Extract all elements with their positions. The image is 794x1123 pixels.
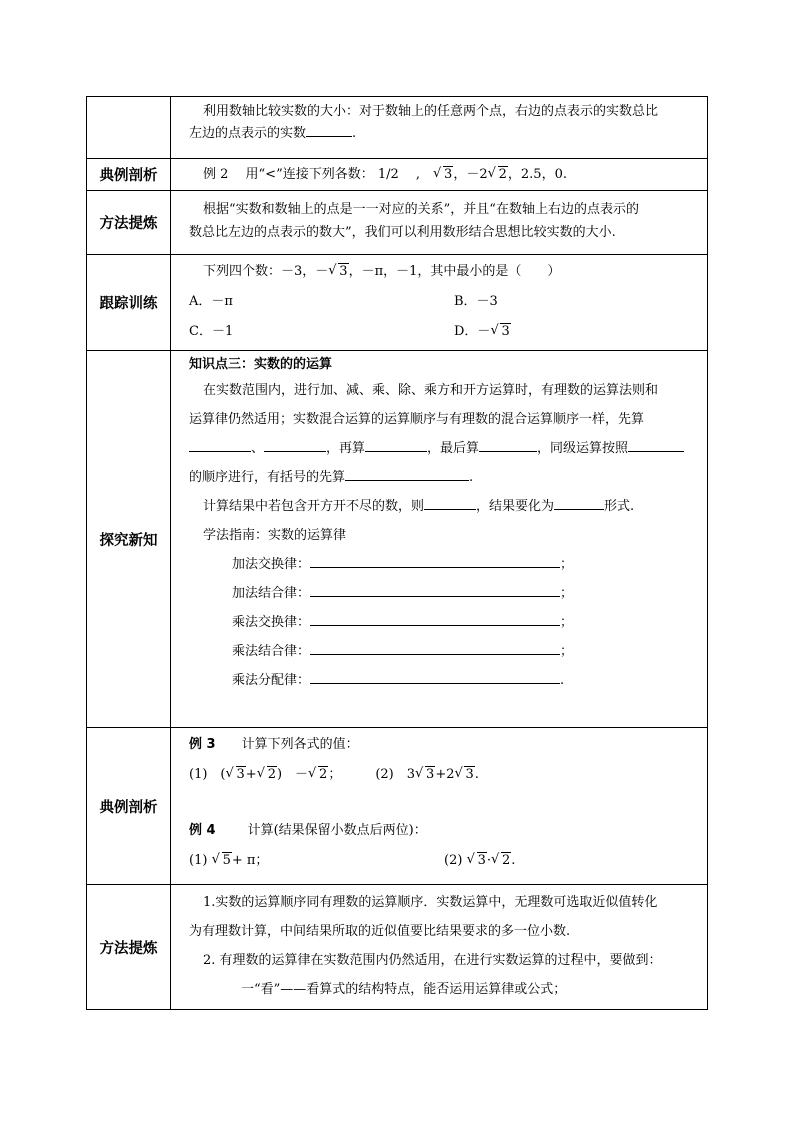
knowledge-p1-line3: 、 ，再算 ，最后算 ，同级运算按照	[189, 434, 699, 463]
option-b[interactable]: B．－3	[454, 294, 498, 309]
lesson-table	[86, 96, 708, 1010]
knowledge-heading: 知识点三：实数的的运算	[189, 357, 333, 372]
sqrt-3: √ 3	[492, 322, 510, 342]
sqrt-2: √ 2	[310, 765, 328, 785]
row7-label: 方法提炼	[87, 885, 171, 1010]
options-row-2	[189, 322, 699, 342]
blank[interactable]	[365, 437, 427, 452]
option-c[interactable]: C．－1	[189, 324, 234, 339]
sqrt-3: √ 3	[417, 765, 435, 785]
blank[interactable]	[264, 437, 326, 452]
blank[interactable]	[310, 553, 560, 568]
option-d[interactable]: D．－√ 3	[434, 322, 699, 342]
row6-label: 典例剖析	[87, 728, 171, 885]
knowledge-p1-line4: 的顺序进行，有括号的先算 .	[189, 463, 699, 492]
method2-line1: 1.实数的运算顺序同有理数的运算顺序．实数运算中，无理数可选取近似值转化	[203, 895, 658, 910]
blank[interactable]	[189, 437, 251, 452]
law-commutative-add: 加法交换律： ；	[189, 550, 699, 579]
row1-label	[87, 97, 171, 159]
exercise-question: 下列四个数：－3，－√ 3，－π，－1，其中最小的是（ ）	[189, 258, 699, 282]
law-commutative-mul: 乘法交换律： ；	[189, 608, 699, 637]
method-line2: 数总比左边的点表示的数大”，我们可以利用数形结合思想比较实数的大小.	[189, 225, 616, 240]
row2-label: 典例剖析	[87, 159, 171, 191]
row1-line1: 利用数轴比较实数的大小：对于数轴上的任意两个点，右边的点表示的实数总比	[203, 104, 659, 119]
row5-content	[171, 351, 708, 728]
blank[interactable]	[424, 495, 476, 510]
method2-line3: 2. 有理数的运算律在实数范围内仍然适用，在进行实数运算的过程中，要做到：	[203, 953, 662, 968]
example-3-title: 例 3 计算下列各式的值：	[189, 737, 359, 752]
row1-content	[171, 97, 708, 159]
row4-content	[171, 255, 708, 351]
blank[interactable]	[310, 669, 560, 684]
study-guide: 学法指南：实数的运算律	[203, 528, 347, 543]
blank[interactable]	[306, 122, 352, 137]
example-4-q1: (1) √ 5+ π；	[189, 851, 444, 871]
example-4-questions	[189, 851, 699, 871]
blank[interactable]	[310, 611, 560, 626]
row2-content	[171, 159, 708, 191]
sqrt-3: √ 3	[435, 165, 453, 185]
knowledge-p1-line1: 在实数范围内，进行加、减、乘、除、乘方和开方运算时，有理数的运算法则和	[203, 383, 659, 398]
sqrt-5: √ 5	[214, 851, 232, 871]
example-2: 例 2 用“<”连接下列各数： 1/2 , √ 3，－2√ 2，2.5，0.	[189, 162, 699, 185]
law-distributive: 乘法分配律： .	[189, 666, 699, 695]
sqrt-2: √ 2	[493, 851, 511, 871]
sqrt-3: √ 3	[469, 851, 487, 871]
option-a[interactable]: A．－π	[189, 294, 233, 309]
knowledge-p1-line2: 运算律仍然适用；实数混合运算的运算顺序与有理数的混合运算顺序一样，先算	[189, 412, 645, 427]
method2-line2: 为有理数计算，中间结果所取的近似值要比结果要求的多一位小数.	[189, 924, 571, 939]
blank[interactable]	[628, 437, 684, 452]
blank[interactable]	[345, 466, 469, 481]
row3-content	[171, 191, 708, 255]
method-line1: 根据“实数和数轴上的点是一一对应的关系”，并且“在数轴上右边的点表示的	[203, 202, 639, 217]
example-4-title: 例 4 计算(结果保留小数点后两位)：	[189, 823, 427, 838]
method2-line4: 一“看”——看算式的结构特点，能否运用运算律或公式；	[241, 982, 567, 997]
row4-label: 跟踪训练	[87, 255, 171, 351]
row5-label: 探究新知	[87, 351, 171, 728]
blank[interactable]	[479, 437, 537, 452]
law-associative-mul: 乘法结合律： ；	[189, 637, 699, 666]
example-3-questions: (1) (√ 3+√ 2) －√ 2； (2) 3√ 3+2√ 3.	[189, 765, 699, 785]
knowledge-p2: 计算结果中若包含开方开不尽的数，则 ，结果要化为 形式.	[189, 492, 699, 521]
blank[interactable]	[310, 582, 560, 597]
sqrt-2: √ 2	[259, 765, 277, 785]
row1-line2: 左边的点表示的实数 .	[189, 122, 699, 144]
row3-label: 方法提炼	[87, 191, 171, 255]
sqrt-3: √ 3	[330, 262, 348, 282]
row6-content	[171, 728, 708, 885]
sqrt-3: √ 3	[228, 765, 246, 785]
options-row-1	[189, 292, 699, 312]
sqrt-2: √ 2	[490, 165, 508, 185]
row7-content	[171, 885, 708, 1010]
sqrt-3: √ 3	[456, 765, 474, 785]
blank[interactable]	[310, 640, 560, 655]
blank[interactable]	[554, 495, 604, 510]
law-associative-add: 加法结合律： ；	[189, 579, 699, 608]
example-4-q2: (2) √ 3·√ 2.	[444, 851, 699, 871]
